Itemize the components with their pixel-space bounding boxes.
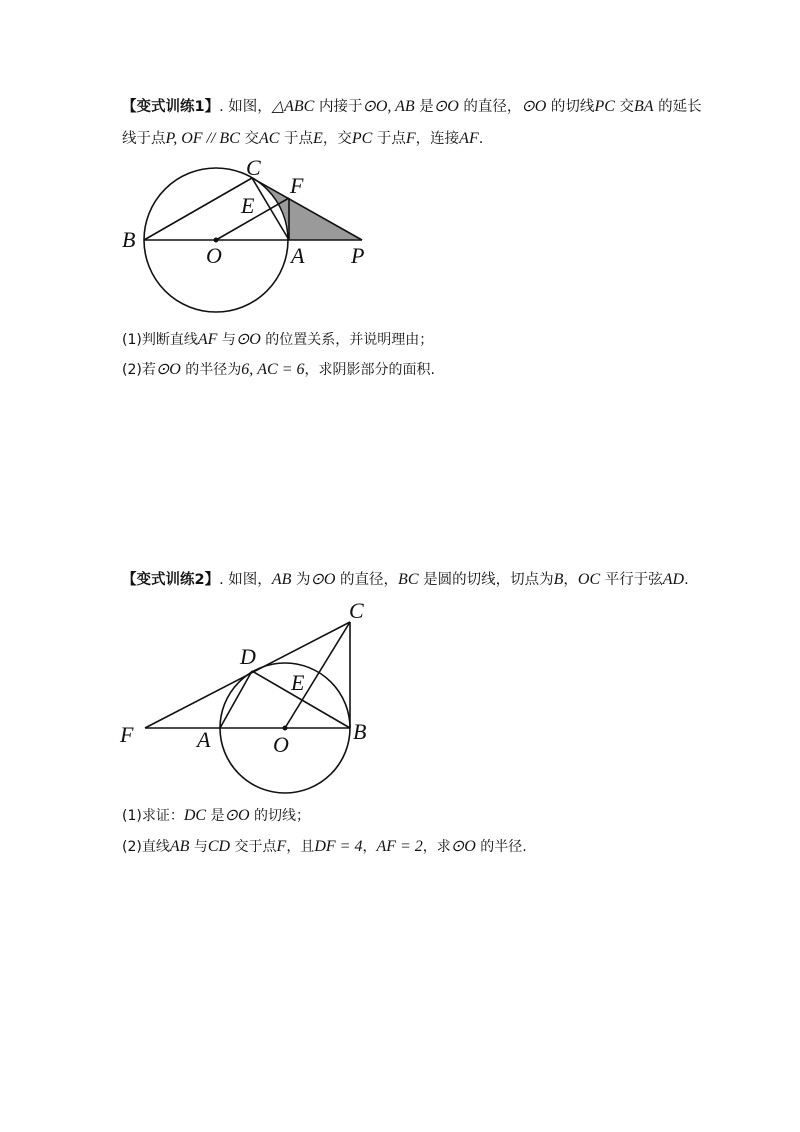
label-p: P <box>351 243 365 268</box>
text: . 如图， <box>219 572 272 588</box>
label-c: C <box>349 598 364 623</box>
text: 于点 <box>279 131 314 147</box>
label-o: O <box>273 732 289 757</box>
math: ⊙O <box>235 331 261 348</box>
text: 的切线 <box>546 99 595 115</box>
math: ⊙O <box>521 98 547 115</box>
math: OC <box>577 571 601 588</box>
text: 的直径， <box>335 572 399 588</box>
text: 与 <box>189 839 208 855</box>
math: BC <box>398 571 419 588</box>
label-e: E <box>241 193 255 218</box>
math: CD <box>207 838 231 855</box>
text: 交于点 <box>230 839 277 855</box>
problem2-question2 <box>122 837 527 857</box>
text: 的半径. <box>475 839 527 855</box>
center-dot <box>283 726 288 731</box>
math: PC <box>594 98 615 115</box>
text: ，求 <box>422 839 451 855</box>
label-a: A <box>197 727 211 752</box>
text: ，交 <box>322 131 352 147</box>
math: ⊙O <box>224 807 250 824</box>
text: . <box>478 131 484 147</box>
text: 直线 <box>141 839 170 855</box>
text: 是圆的切线，切点为 <box>418 572 554 588</box>
label-b: B <box>353 719 367 744</box>
label-o: O <box>206 243 222 268</box>
text: ，且 <box>286 839 315 855</box>
label-f: F <box>120 722 134 747</box>
label-f: F <box>290 173 304 198</box>
math: AB <box>271 571 292 588</box>
math: ⊙O, AB <box>362 98 415 115</box>
text: 交 <box>239 131 259 147</box>
text: 的延长 <box>653 99 702 115</box>
text: 平行于弦 <box>600 572 663 588</box>
question-number: (2) <box>122 839 142 855</box>
text: 判断直线 <box>141 332 198 348</box>
math: DF = 4 <box>314 838 363 855</box>
text: ，求阴影部分的面积. <box>304 362 435 378</box>
text: 为 <box>291 572 311 588</box>
problem2-header: 【变式训练2】 <box>122 572 220 588</box>
text: 的位置关系，并说明理由； <box>260 332 434 348</box>
math: △ABC <box>271 98 315 115</box>
math: P, OF // BC <box>165 130 240 147</box>
text: 内接于 <box>314 99 363 115</box>
math: ⊙O <box>450 838 476 855</box>
label-a: A <box>291 243 305 268</box>
math: ⊙O <box>310 571 336 588</box>
text: 线于点 <box>122 131 166 147</box>
math: F <box>276 838 287 855</box>
math: AB <box>169 838 190 855</box>
text: 若 <box>141 362 156 378</box>
math: PC <box>351 130 373 147</box>
math: DC <box>183 807 207 824</box>
math: B <box>553 571 564 588</box>
question-number: (1) <box>122 808 142 824</box>
text: . 如图， <box>219 99 272 115</box>
text: 求证： <box>141 808 184 824</box>
label-d: D <box>240 644 256 669</box>
text: ，连接 <box>415 131 460 147</box>
label-c: C <box>246 155 261 180</box>
text: 是 <box>206 808 225 824</box>
label-e: E <box>291 670 305 695</box>
math: ⊙O <box>433 98 459 115</box>
problem2-question1 <box>122 806 310 826</box>
segment-ad <box>220 671 252 728</box>
math: AF <box>459 130 479 147</box>
text: 是 <box>414 99 434 115</box>
math: F <box>405 130 416 147</box>
text: 与 <box>217 332 236 348</box>
question-number: (2) <box>122 362 142 378</box>
text: 的直径， <box>458 99 522 115</box>
text: . <box>684 572 689 588</box>
segment-fc <box>145 622 350 728</box>
label-b: B <box>122 227 136 252</box>
math: E <box>313 130 323 147</box>
problem1-header: 【变式训练1】 <box>122 99 220 115</box>
question-number: (1) <box>122 332 142 348</box>
math: AC <box>258 130 280 147</box>
text: ， <box>563 572 578 588</box>
math: AD <box>662 571 685 588</box>
math: AF = 2 <box>376 838 423 855</box>
text: 交 <box>614 99 634 115</box>
math: AF <box>197 331 218 348</box>
math: ⊙O <box>155 361 181 378</box>
text: ， <box>362 839 377 855</box>
math: 6, AC = 6 <box>241 361 305 378</box>
math: BA <box>634 98 654 115</box>
text: 于点 <box>372 131 406 147</box>
text: 的切线； <box>249 808 310 824</box>
text: 的半径为 <box>180 362 242 378</box>
